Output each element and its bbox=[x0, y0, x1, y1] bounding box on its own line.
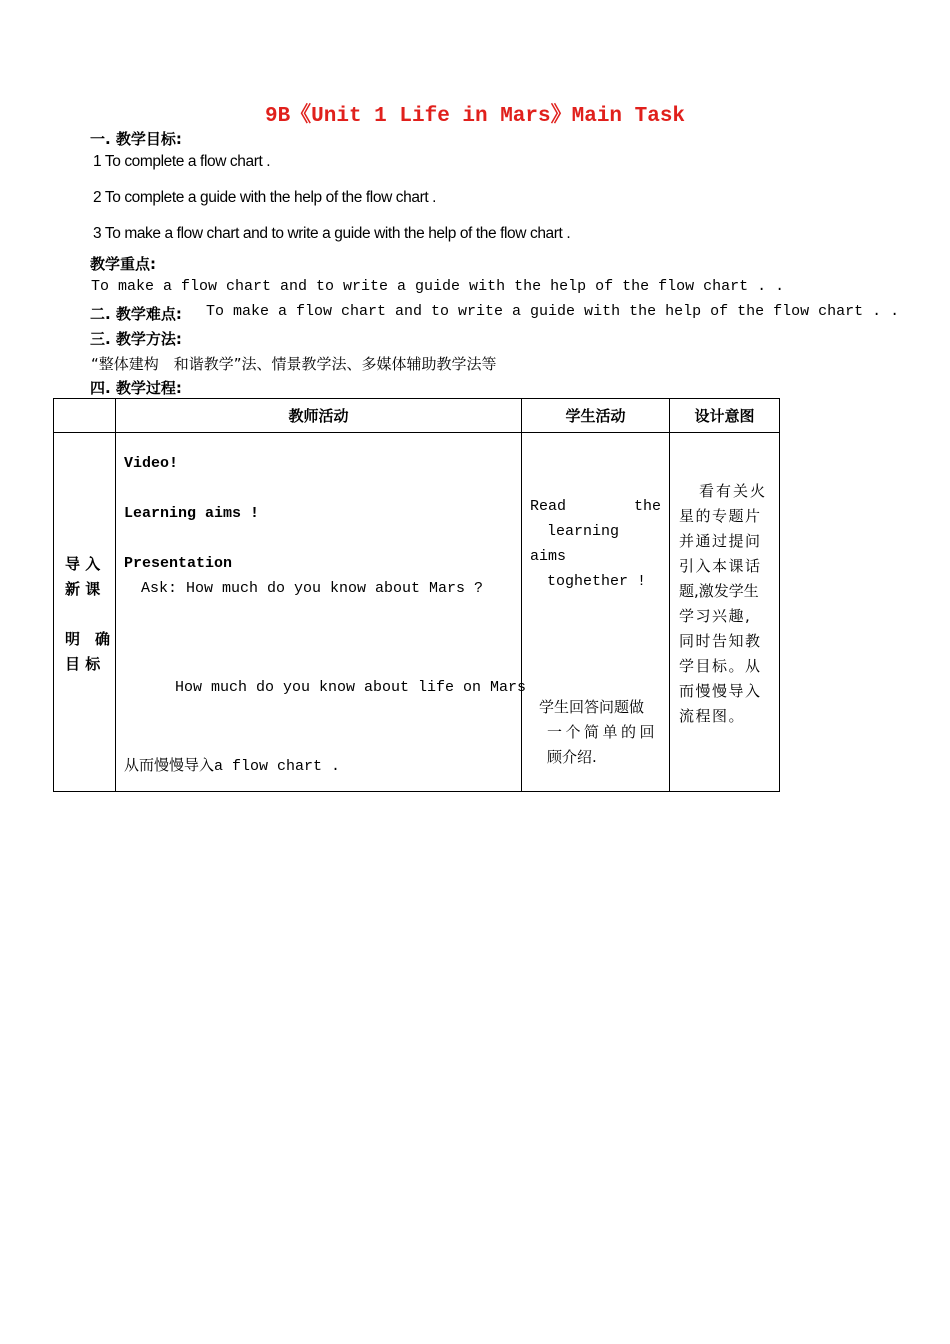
teacher-presentation: Presentation bbox=[124, 555, 233, 572]
intent-line-6: 学习兴趣, bbox=[679, 607, 752, 625]
difficulties-text: To make a flow chart and to write a guide with the help of the flow chart . . bbox=[206, 303, 900, 320]
teacher-activity-cell bbox=[116, 433, 527, 792]
student-read-3: learning bbox=[547, 523, 620, 540]
student-activity-cell bbox=[522, 433, 670, 792]
student-answer-1: 学生回答问题做 bbox=[539, 698, 645, 716]
header-teacher-activity: 教师活动 bbox=[116, 399, 522, 433]
objective-2: 2 To complete a guide with the help of the flow chart . bbox=[93, 189, 437, 206]
stage-line-4: 目 标 bbox=[65, 655, 101, 673]
design-intent-cell bbox=[670, 433, 780, 792]
key-points-text: To make a flow chart and to write a guide with the help of the flow chart . . bbox=[91, 278, 785, 295]
intent-line-9: 而慢慢导入 bbox=[679, 682, 762, 700]
header-design-intent: 设计意图 bbox=[670, 399, 780, 433]
student-read-4: aims bbox=[530, 548, 567, 565]
intent-line-8: 学目标。从 bbox=[679, 657, 762, 675]
intent-line-4: 引入本课话 bbox=[679, 557, 762, 575]
intent-line-5: 题,激发学生 bbox=[679, 582, 759, 600]
key-points-label: 教学重点: bbox=[90, 255, 156, 273]
process-heading: 四. 教学过程: bbox=[90, 379, 182, 397]
teacher-ask-life: How much do you know about life on Mars bbox=[175, 679, 527, 696]
teacher-video: Video! bbox=[124, 455, 179, 472]
teacher-learning-aims: Learning aims ! bbox=[124, 505, 260, 522]
teacher-lead-in: 从而慢慢导入a flow chart . bbox=[124, 758, 341, 775]
student-read-1: Read bbox=[530, 498, 567, 515]
lesson-process-table bbox=[53, 398, 780, 792]
header-stage bbox=[54, 399, 116, 433]
stage-line-1: 导 入 bbox=[65, 555, 101, 573]
intent-line-3: 并通过提问 bbox=[679, 532, 762, 550]
student-read-2: the bbox=[633, 498, 661, 515]
stage-line-3: 明 确 bbox=[65, 630, 111, 648]
student-read-5: toghether ! bbox=[547, 573, 647, 590]
intent-line-1: 看有关火 bbox=[699, 482, 768, 500]
intent-line-10: 流程图。 bbox=[679, 707, 746, 725]
objective-1: 1 To complete a flow chart . bbox=[93, 153, 271, 170]
methods-text: “整体建构 和谐教学”法、情景教学法、多媒体辅助教学法等 bbox=[91, 355, 497, 373]
teacher-ask: Ask: How much do you know about Mars ? bbox=[141, 580, 484, 597]
methods-heading: 三. 教学方法: bbox=[90, 330, 182, 348]
stage-line-2: 新 课 bbox=[65, 580, 101, 598]
intent-line-7: 同时告知教 bbox=[679, 632, 762, 650]
header-student-activity: 学生活动 bbox=[522, 399, 670, 433]
student-answer-3: 顾介绍. bbox=[547, 748, 597, 766]
difficulties-label: 二. 教学难点: bbox=[90, 305, 182, 323]
stage-cell bbox=[54, 433, 116, 792]
student-answer-2: 一个简单的回 bbox=[547, 723, 659, 741]
document-title: 9B《Unit 1 Life in Mars》Main Task bbox=[264, 105, 686, 128]
intent-line-2: 星的专题片 bbox=[679, 507, 762, 525]
objective-3: 3 To make a flow chart and to write a guide with the help of the flow chart . bbox=[93, 225, 571, 242]
objectives-heading: 一. 教学目标: bbox=[90, 130, 182, 148]
